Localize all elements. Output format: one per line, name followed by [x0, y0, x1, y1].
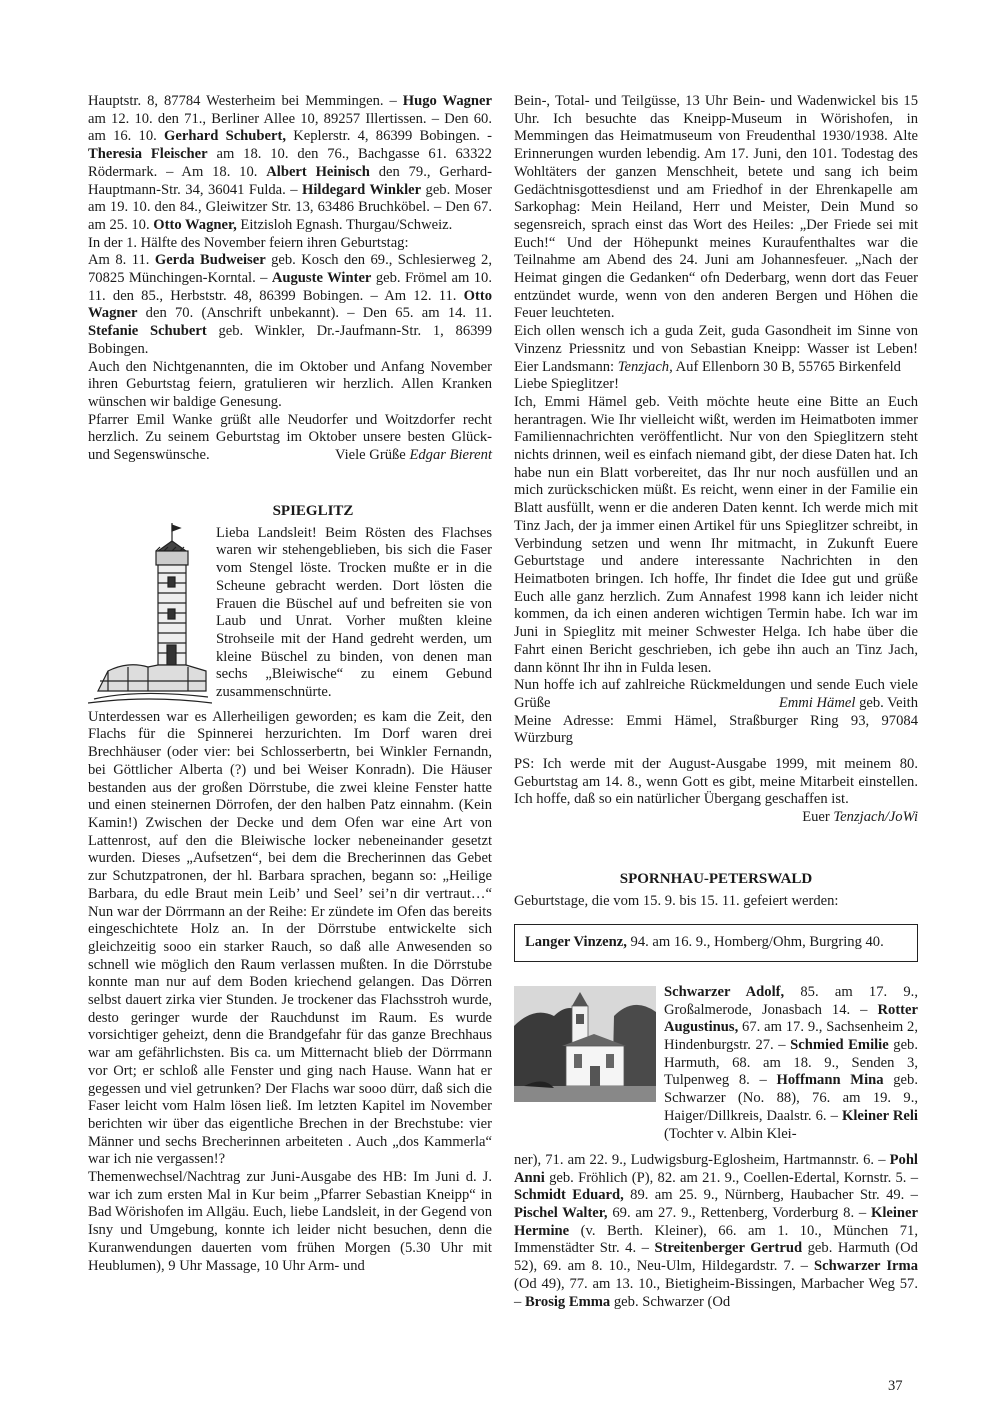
november-intro: In der 1. Hälfte des November feiern ihren Geburtstag:: [88, 234, 409, 251]
kur-continuation: Bein-, Total- und Teilgüsse, 13 Uhr Bein- und Wadenwickel bis 15 Uhr. Ich besuchte das Kneipp-Museum in Wörishofen, in Memmingen das Heimatmuseum von Freudenthal 1930/1938. Alte Erinnerungen wurden lebendig. Am 17. Juni, den 101. Todestag des Wohltäters der ganzen Menschheit, betete und sang ich beim Gedächtnisgottesdienst und am Friedhof in der Ehrenkapelle am Sarkophag: Mein Heiland, Herr und Meister, Dein Mund so segensreich, sprach einst das Wort des Heiles: „Der Friede sei mit Euch!“ Und der Höhepunkt meines Kuraufenthaltes war die Teilnahme am Abend des 24. Juni am Johannesfeuer. „Nach der Heimat gingen die Gedanken“ ofn Dederbarg, wenn dort das Feuer entzündet wurde, wenn von den anderen Bergen und Höhen die Feuer leuchteten.: [514, 93, 918, 322]
church-photo: [514, 986, 656, 1102]
spieglitz-intro: Lieba Landsleit! Beim Rösten des Flachses waren wir stehengeblieben, bis sich die Faser vom Stengel löste. Trocken mußte er in die Scheune gebracht werden. Dort lösten die Frauen die Büschel auf und befreiten sie von Laub und Unrat. Vorher mußten kleine Strohseile mit der Hand gedreht werden, um kleine Büschel zu binden, von denen man sechs „Bleiwische“ zu einem Gebund zusammenschnürte.: [216, 524, 492, 701]
right-column: [514, 93, 918, 1311]
closing-line: Nun hoffe ich auf zahlreiche Rückmeldungen und sende Euch viele Grüße: [514, 677, 918, 711]
signature-tenzjach: Tenzjach/JoWi: [833, 809, 918, 826]
birthday-list-november: Am 8. 11. Gerda Budweiser geb. Kosch den 69., Schlesierweg 2, 70825 Münchingen-Korntal. – Auguste Winter geb. Frömel am 10. 11. den 85., Herbststr. 48, 86399 Bobingen. – Am 12. 11. Otto Wagner den 70. (Anschrift unbekannt). – Den 65. am 14. 11. Stefanie Schubert geb. Winkler, Dr.-Jaufmann-Str. 1, 86399 Bobingen.: [88, 252, 493, 357]
highlight-box: Langer Vinzenz, 94. am 16. 9., Homberg/Ohm, Burgring 40.: [514, 924, 918, 962]
greetings-paragraph: Auch den Nichtgenannten, die im Oktober und Anfang November ihren Geburtstag feiern, gratulieren wir herzlich. Allen Kranken wünschen wir baldige Genesung.: [88, 358, 492, 410]
signature-emmi-suffix: geb. Veith: [859, 694, 918, 711]
signature-row-3: [514, 809, 918, 827]
spornhau-birthdays-1: Schwarzer Adolf, 85. am 17. 9., Großalmerode, Jonasbach 14. – Rotter Augustinus, 67. am 17. 9., Sachsenheim 2, Hindenburgstr. 27. – Schmied Emilie geb. Harmuth, 68. am 18. 9., Senden 3, Tulpenweg 8. – Hoffmann Mina geb. Schwarzer (No. 88), 76. am 19. 9., Haiger/Dillkreis, Daalstr. 6. – Kleiner Reli (Tochter v. Albin Klei-: [664, 983, 918, 1142]
signature-name: Edgar Bierent: [409, 447, 492, 464]
page-number: 37: [888, 1378, 903, 1394]
signature-row-2: [514, 695, 918, 713]
ps-paragraph: PS: Ich werde mit der August-Ausgabe 1999, mit meinem 80. Geburtstag am 14. 8., wenn Gott es gibt, meine Mitarbeit einstellen. Ich hoffe, daß so ein natürlicher Übergang geschaffen ist.: [514, 756, 918, 808]
spieglitz-heading: SPIEGLITZ: [272, 502, 354, 519]
spornhau-section: [514, 871, 918, 1311]
spieglitz-section: [88, 503, 492, 703]
spornhau-heading: SPORNHAU-PETERSWALD: [619, 870, 813, 887]
spornhau-intro: Geburtstage, die vom 15. 9. bis 15. 11. gefeiert werden:: [514, 892, 839, 909]
spornhau-birthdays-2: ner), 71. am 22. 9., Ludwigsburg-Eglosheim, Hartmannstr. 6. – Pohl Anni geb. Fröhlich (P), 82. am 21. 9., Coellen-Edertal, Kornstr. 5. – Schmidt Eduard, 89. am 25. 9., Nürnberg, Haubacher Str. 49. – Pischel Walter, 69. am 27. 9., Rettenberg, Vorderburg 8. – Kleiner Hermine (v. Berth. Kleiner), 66. am 1. 10., München 71, Immenstädter Str. 4. – Streitenberger Gertrud geb. Harmuth (Od 52), 69. am 8. 10., Neu-Ulm, Hildegardstr. 7. – Schwarzer Irma (Od 49), 77. am 13. 10., Bietigheim-Bissingen, Marbacher Weg 57. – Brosig Emma geb. Schwarzer (Od: [514, 1151, 918, 1310]
church-block: [514, 984, 918, 1152]
signature-emmi: Emmi Hämel: [778, 694, 856, 711]
kur-paragraph: Themenwechsel/Nachtrag zur Juni-Ausgabe des HB: Im Juni d. J. war ich zum ersten Mal in Kur beim „Pfarrer Sebastian Kneipp“ in Bad Wörishofen im Allgäu. Euch, liebe Landsleit, in der Gegend von Isny und Umgebung, konnte ich leider nicht besuchen, denn die Kuranwendungen dauerten vom frühen Morgen (5.30 Uhr mit Heublumen), 9 Uhr Massage, 10 Uhr Arm- und: [88, 1169, 492, 1274]
lookout-tower-illustration: [88, 521, 212, 705]
signature-prefix: Viele Grüße: [334, 447, 406, 464]
signature-euer: Euer: [802, 809, 830, 826]
emmi-request: Ich, Emmi Hämel geb. Veith möchte heute eine Bitte an Euch herantragen. Wie Ihr vielleicht wißt, werden im Heimatboten immer Familiennachrichten veröffentlicht. Nur von den Spieglitzern steht nichts drinnen, weil es einfach niemand gibt, der diese Daten hat. Ich habe nun ein Blatt vorbereitet, das Ihr nur noch ausfüllen und an mich zurückschicken müßt. Es reicht, wenn einer in der Familie ein Blatt ausfüllt, wenn er die anderen Daten kennt. Ich werde mich mit Tinz Jach, der ja immer einen Artikel für uns Spieglitzer schreibt, in Verbindung setzen und wenn Ihr mitmacht, in Zukunft Euere Geburtstage und andere interessante Nachrichten in den Heimatboten bringen. Ich hoffe, Ihr findet die Idee gut und grüße Euch alle ganz herzlich. Zum Annafest 1998 kann ich leider nicht kommen, da ich einen anderen wichtigen Termin habe. Ich war im Juni in Spieglitz mit meiner Schwester Helga. Ich habe über die Fahrt einen Bericht geschrieben, ich gebe ihn auch an Tinz Jach, dann könnt Ihr ihn in Fulda lesen.: [514, 393, 918, 676]
address-paragraph: Meine Adresse: Emmi Hämel, Straßburger Ring 93, 97084 Würzburg: [514, 712, 918, 747]
pfarrer-text: Pfarrer Emil Wanke grüßt alle Neudorfer und Woitzdorfer recht herzlich. Zu seinem Geburtstag im Oktober unsere besten Glück- und Segenswünsche.: [88, 411, 492, 464]
tenzjach-greeting: Eich ollen wensch ich a guda Zeit, guda Gasondheit im Sinne von Vinzenz Priessnitz und von Sebastian Kneipp: Wasser ist Leben! Eier Landsmann: Tenzjach, Auf Ellenborn 30 B, 55765 Birkenfeld: [514, 323, 918, 375]
allerheiligen-paragraph: Unterdessen war es Allerheiligen geworden; es kam die Zeit, den Flachs für die Spinnerei herzurichten. Im Dorf waren drei Brechhäuser (oder vier: bei Schlosserbertn, bei Winkler Fernandn, bei Göttlicher Alberta (?) und bei Weiser Konradn). Die Häuser bestanden aus der großen Dörrstube, die zwei kleine Fenster hatte und einen steinernen Dörrofen, der den halben Patz einnahm. (Kein Kamin!) Zwischen der Decke und dem Ofen war eine Art von Lattenrost, auf den die Bleiwische locker nebeneinander gesetzt wurden. Dieses „Aufsetzen“, bei dem die Brecherinnen das Gebet zur Schutzpatronen, der hl. Barbara sprachen, begann so: „Heilige Barbara, du edle Braut mein Leib’ und Seel’ sei’n dir vertraut…“ Nun war der Dörrmann an der Reihe: Er zündete im Ofen das bereits eingeschichtete Holz an. In der Dörrstube entwickelte sich gleichzeitig sooo ein starker Rauch, so daß alle Anwesenden so schnell wie möglich den Raum verlassen mußten. In die Dörrstube konnte man nur auf dem Boden kriechend gelangen. Das Dörren selbst dauert zirka vier Stunden. Je trockener das Flachsstroh wurde, desto geringer wurde der Rauchdunst im Raum. Es wurde vorsichtiger geheizt, denn die Brandgefahr für das ganze Brechhaus war am gefährlichsten. Bis ca. um Mitternacht blieb der Dörrmann vor Ort; er schloß alle Fenster und ging nach Hause. Wann hat er gegessen und viel getrunken? Der Flachs war sooo dürr, daß sich die Faser leicht vom Halm lösen ließ. Im letzten Kapitel im November berichten wir über das eigentliche Brechen in der Brechstube: vier Männer und sechs Brecherinnen arbeiteten . Auch „dos Kammerla“ war ich nie vergassen!?: [88, 708, 492, 1168]
birthday-list-october: Hauptstr. 8, 87784 Westerheim bei Memmingen. – Hugo Wagner am 12. 10. den 71., Berliner Allee 10, 89257 Illertissen. – Den 60. am 16. 10. Gerhard Schubert, Keplerstr. 4, 86399 Bobingen. - Theresia Fleischer am 18. 10. den 76., Bachgasse 61. 63322 Rödermark. – Am 18. 10. Albert Heinisch den 79., Gerhard-Hauptmann-Str. 34, 36041 Fulda. – Hildegard Winkler geb. Moser am 19. 10. den 84., Gleiwitzer Str. 13, 63486 Bruchköbel. – Den 67. am 25. 10. Otto Wagner, Eitzisloh Egnash. Thurgau/Schweiz.: [88, 93, 493, 233]
liebe-spieglitzer: Liebe Spieglitzer!: [514, 376, 619, 393]
left-column: [88, 93, 492, 1275]
